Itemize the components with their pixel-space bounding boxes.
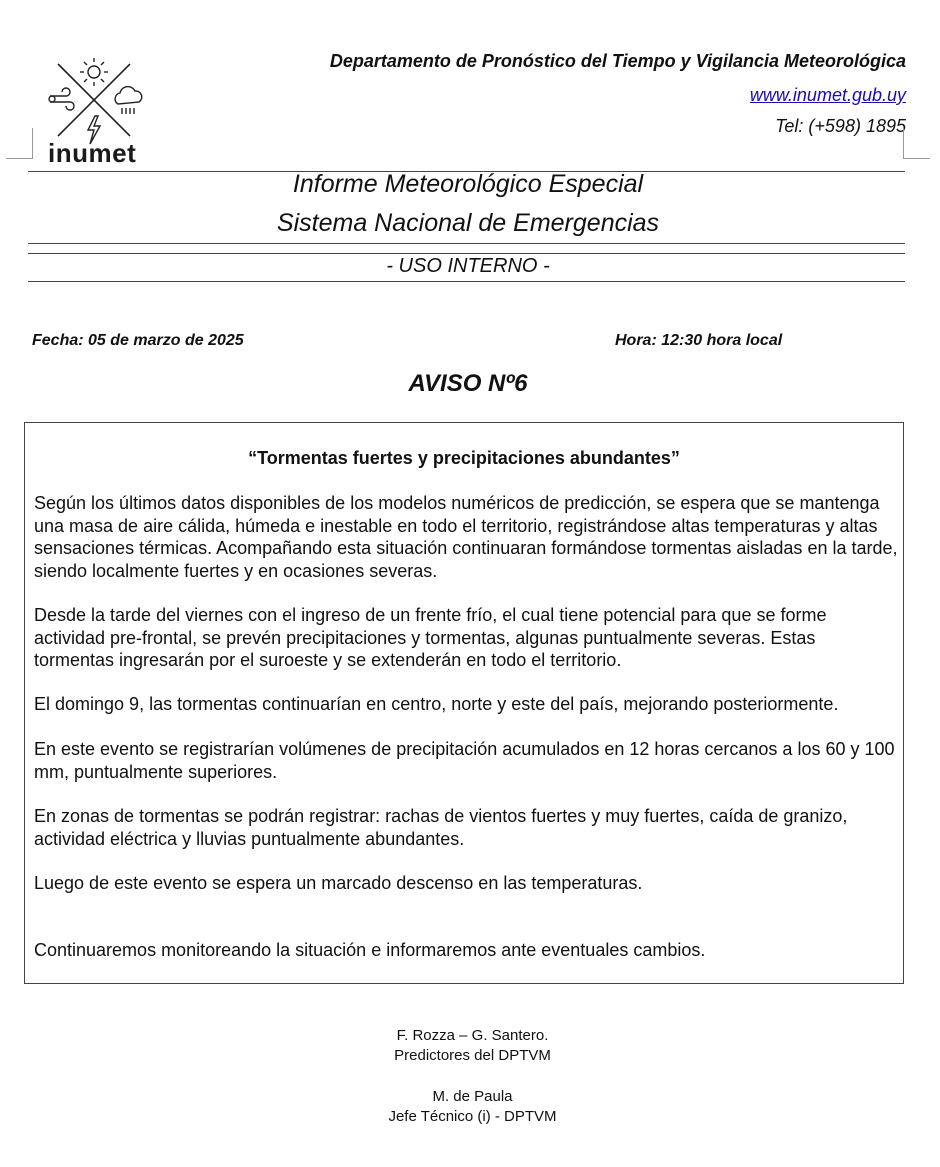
notice-number: AVISO Nº6 [408, 370, 528, 397]
phone-number: Tel: (+598) 1895 [775, 116, 906, 136]
classification-label: - USO INTERNO - [386, 255, 550, 277]
website-link[interactable]: www.inumet.gub.uy [749, 85, 906, 105]
logo-text: inumet [48, 138, 137, 168]
department-name: Departamento de Pronóstico del Tiempo y Vigilancia Meteorológica [329, 51, 906, 71]
wind-icon [49, 88, 74, 110]
corner-mark-right [903, 128, 930, 159]
report-title: Informe Meteorológico Especial [292, 170, 644, 198]
notice-paragraph: En este evento se registrarían volúmenes de precipitación acumulados en 12 horas cercanos a los 60 y 100 mm, puntualmente superiores. [34, 739, 895, 782]
notice-paragraph: Continuaremos monitoreando la situación e informaremos ante eventuales cambios. [34, 940, 706, 960]
signature-chief: M. de Paula [432, 1088, 513, 1105]
notice-box [24, 422, 904, 984]
sun-icon [80, 58, 108, 86]
report-date: Fecha: 05 de marzo de 2025 [32, 332, 244, 349]
notice-paragraph: Según los últimos datos disponibles de los modelos numéricos de predicción, se espera que se mantenga una masa de aire cálida, húmeda e inestable en todo el territorio, registrándose altas temperaturas y altas sensaciones térmicas. Acompañando esta situación continuaran formándose tormentas aisladas en la tarde, siendo localmente fuertes y en ocasiones severas. [34, 493, 898, 581]
notice-paragraph: Desde la tarde del viernes con el ingreso de un frente frío, el cual tiene potencial para que se forme actividad pre-frontal, se prevén precipitaciones y tormentas, algunas puntualmente severas. Estas tormentas ingresarán por el suroeste y se extenderán en todo el territorio. [34, 605, 827, 670]
notice-paragraph: En zonas de tormentas se podrán registrar: rachas de vientos fuertes y muy fuertes, caída de granizo, actividad eléctrica y lluvias puntualmente abundantes. [34, 806, 848, 849]
report-time: Hora: 12:30 hora local [615, 332, 783, 349]
signature-forecasters: F. Rozza – G. Santero. [396, 1027, 549, 1044]
signature-chief-role: Jefe Técnico (i) - DPTVM [388, 1108, 557, 1125]
notice-paragraph: El domingo 9, las tormentas continuarían en centro, norte y este del país, mejorando posteriormente. [34, 694, 839, 714]
corner-mark-left [6, 128, 33, 159]
divider [28, 253, 905, 254]
rain-cloud-icon [115, 87, 142, 114]
report-subtitle: Sistema Nacional de Emergencias [276, 209, 660, 237]
notice-heading: “Tormentas fuertes y precipitaciones abundantes” [248, 448, 680, 468]
signature-forecasters-role: Predictores del DPTVM [394, 1047, 551, 1064]
divider [28, 243, 905, 244]
divider [28, 281, 905, 282]
notice-paragraph: Luego de este evento se espera un marcado descenso en las temperaturas. [34, 873, 643, 893]
